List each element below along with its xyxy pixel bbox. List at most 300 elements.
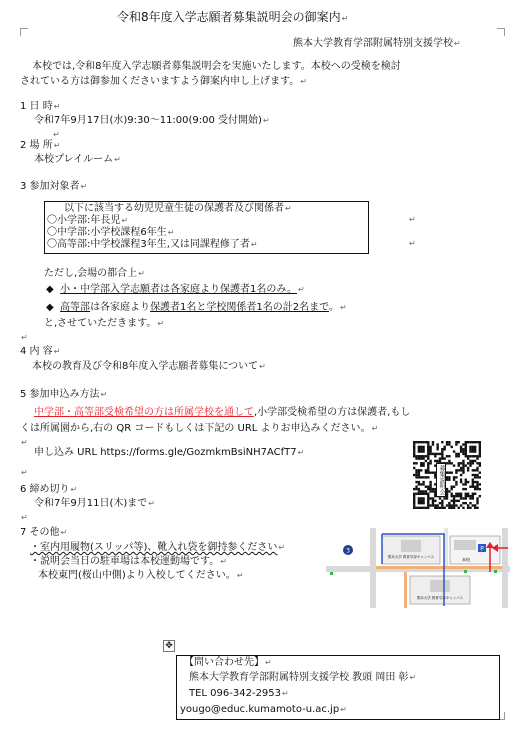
qr-module <box>469 497 471 499</box>
qr-module <box>479 455 481 457</box>
qr-module <box>462 448 464 450</box>
qr-module <box>446 490 448 492</box>
qr-module <box>448 504 450 506</box>
qr-module <box>418 469 420 471</box>
qr-module <box>455 495 457 497</box>
qr-module <box>413 443 415 445</box>
qr-module <box>415 457 417 459</box>
qr-module <box>476 441 478 443</box>
qr-module <box>427 457 429 459</box>
qr-module <box>422 490 424 492</box>
qr-module <box>462 488 464 490</box>
qr-module <box>469 455 471 457</box>
qr-module <box>462 460 464 462</box>
qr-module <box>465 479 467 481</box>
qr-module <box>476 507 478 509</box>
qr-module <box>467 493 469 495</box>
qr-module <box>479 488 481 490</box>
qr-module <box>476 457 478 459</box>
qr-module <box>455 493 457 495</box>
qr-module <box>474 448 476 450</box>
qr-module <box>418 493 420 495</box>
qr-module <box>472 474 474 476</box>
qr-module <box>415 469 417 471</box>
qr-module <box>479 462 481 464</box>
qr-module <box>441 453 443 455</box>
qr-module <box>455 500 457 502</box>
qr-module <box>429 483 431 485</box>
qr-module <box>455 471 457 473</box>
qr-module <box>458 507 460 509</box>
qr-module <box>422 450 424 452</box>
target-box-line-2: 〇小学部:年長児↵ <box>47 215 129 226</box>
qr-module <box>436 446 438 448</box>
qr-module <box>460 497 462 499</box>
qr-module <box>446 504 448 506</box>
qr-module <box>453 497 455 499</box>
qr-module <box>413 504 415 506</box>
qr-module <box>460 446 462 448</box>
qr-module <box>425 486 427 488</box>
qr-module <box>425 493 427 495</box>
qr-module <box>422 455 424 457</box>
school-name: 熊本大学教育学部附属特別支援学校↵ <box>293 38 461 49</box>
qr-module <box>429 497 431 499</box>
qr-module <box>455 453 457 455</box>
paragraph-mark: ↵ <box>409 239 416 248</box>
qr-module <box>458 453 460 455</box>
page-title: 令和8年度入学志願者募集説明会の御案内↵ <box>117 10 349 24</box>
qr-module <box>465 483 467 485</box>
qr-module <box>472 460 474 462</box>
qr-module <box>446 488 448 490</box>
qr-module <box>479 483 481 485</box>
qr-module <box>455 504 457 506</box>
qr-module <box>476 488 478 490</box>
qr-module <box>432 488 434 490</box>
qr-module <box>427 462 429 464</box>
qr-module <box>415 462 417 464</box>
qr-module <box>427 497 429 499</box>
qr-module <box>479 471 481 473</box>
qr-module <box>439 507 441 509</box>
qr-module <box>469 446 471 448</box>
qr-module <box>422 497 424 499</box>
qr-module <box>413 488 415 490</box>
traffic-light-icon <box>494 570 497 573</box>
qr-module <box>443 507 445 509</box>
qr-module <box>469 486 471 488</box>
section-3-heading: 3 参加対象者↵ <box>20 181 88 192</box>
qr-module <box>413 467 415 469</box>
qr-module <box>474 450 476 452</box>
qr-module <box>448 502 450 504</box>
qr-module <box>455 455 457 457</box>
qr-module <box>427 486 429 488</box>
section-1-body: 令和7年9月17日(水)9:30～11:00(9:00 受付開始)↵ <box>34 115 270 126</box>
qr-module <box>460 450 462 452</box>
qr-module <box>418 497 420 499</box>
qr-module <box>474 488 476 490</box>
qr-module <box>446 441 448 443</box>
qr-module <box>476 483 478 485</box>
qr-module <box>427 500 429 502</box>
qr-module <box>465 502 467 504</box>
qr-module <box>425 471 427 473</box>
qr-module <box>427 446 429 448</box>
qr-module <box>441 504 443 506</box>
qr-module <box>453 500 455 502</box>
qr-module <box>415 507 417 509</box>
qr-module <box>434 453 436 455</box>
qr-module <box>425 507 427 509</box>
section-7-heading: 7 その他↵ <box>20 527 68 538</box>
qr-module <box>455 481 457 483</box>
qr-module <box>429 448 431 450</box>
qr-module <box>476 497 478 499</box>
qr-module <box>425 455 427 457</box>
qr-module <box>420 502 422 504</box>
qr-module <box>413 497 415 499</box>
qr-module <box>453 495 455 497</box>
traffic-light-icon <box>464 570 467 573</box>
qr-module <box>429 450 431 452</box>
qr-module <box>432 504 434 506</box>
qr-module <box>427 464 429 466</box>
qr-module <box>432 471 434 473</box>
qr-module <box>453 486 455 488</box>
qr-module <box>474 455 476 457</box>
qr-module <box>436 443 438 445</box>
qr-module <box>429 462 431 464</box>
section-5-line-1: 中学部・高等部受検希望の方は所属学校を通して,小学部受検希望の方は保護者,もし <box>34 407 411 418</box>
qr-module <box>458 462 460 464</box>
qr-module <box>429 471 431 473</box>
qr-module <box>420 469 422 471</box>
qr-module <box>469 507 471 509</box>
qr-module <box>432 441 434 443</box>
qr-module <box>474 446 476 448</box>
qr-module <box>436 460 438 462</box>
qr-module <box>418 483 420 485</box>
qr-module <box>439 502 441 504</box>
qr-module <box>413 500 415 502</box>
qr-module <box>441 500 443 502</box>
qr-module <box>413 462 415 464</box>
qr-module <box>460 448 462 450</box>
qr-module <box>455 443 457 445</box>
target-box-line-3: 〇中学部:小学校課程6年生↵ <box>47 227 175 238</box>
qr-module <box>429 453 431 455</box>
qr-module <box>476 481 478 483</box>
qr-module <box>415 474 417 476</box>
building-icon <box>401 540 421 552</box>
qr-module <box>472 479 474 481</box>
qr-module <box>422 464 424 466</box>
qr-module <box>472 455 474 457</box>
qr-module <box>422 457 424 459</box>
qr-module <box>448 490 450 492</box>
qr-module <box>429 490 431 492</box>
qr-module <box>420 507 422 509</box>
section-7-item-3: 本校東門(桜山中側)より入校してください。↵ <box>38 570 244 581</box>
qr-module <box>413 493 415 495</box>
contact-name: 熊本大学教育学部附属特別支援学校 教頭 岡田 彰↵ <box>189 672 417 683</box>
qr-module <box>453 476 455 478</box>
qr-module <box>413 446 415 448</box>
qr-module <box>446 476 448 478</box>
qr-module <box>427 504 429 506</box>
qr-module <box>434 500 436 502</box>
qr-module <box>418 471 420 473</box>
margin-corner <box>497 28 505 36</box>
qr-module <box>432 490 434 492</box>
qr-module <box>458 455 460 457</box>
map-highlight-road <box>404 572 407 608</box>
qr-module <box>418 446 420 448</box>
qr-module <box>465 450 467 452</box>
qr-module <box>422 493 424 495</box>
section-4-body: 本校の教育及び令和8年度入学志願者募集について↵ <box>32 361 266 372</box>
qr-module <box>453 502 455 504</box>
qr-module <box>427 495 429 497</box>
qr-module <box>439 460 441 462</box>
qr-module <box>429 481 431 483</box>
qr-module <box>465 481 467 483</box>
qr-module <box>472 495 474 497</box>
qr-module <box>413 474 415 476</box>
qr-module <box>476 469 478 471</box>
qr-module <box>422 502 424 504</box>
qr-module <box>420 462 422 464</box>
qr-module <box>467 507 469 509</box>
qr-module <box>413 441 415 443</box>
qr-module <box>465 464 467 466</box>
qr-module <box>413 453 415 455</box>
qr-module <box>451 495 453 497</box>
qr-module <box>465 455 467 457</box>
qr-module <box>474 493 476 495</box>
qr-module <box>474 460 476 462</box>
qr-module <box>448 460 450 462</box>
qr-module <box>420 455 422 457</box>
qr-module <box>425 469 427 471</box>
section-4-heading: 4 内 容↵ <box>20 346 61 357</box>
qr-module <box>441 448 443 450</box>
paragraph-mark: ↵ <box>21 513 28 522</box>
qr-module <box>460 467 462 469</box>
contact-email[interactable]: yougo@educ.kumamoto-u.ac.jp↵ <box>180 704 347 715</box>
qr-module <box>467 455 469 457</box>
qr-module <box>420 457 422 459</box>
qr-module <box>420 493 422 495</box>
qr-module <box>462 469 464 471</box>
qr-module <box>448 455 450 457</box>
section-3-note: ただし,会場の都合上↵ <box>44 268 145 279</box>
signup-url[interactable]: 申し込み URL https://forms.gle/GozmkmBsiNH7ACfT7↵ <box>34 447 305 458</box>
qr-module <box>420 483 422 485</box>
margin-corner <box>20 28 28 36</box>
qr-module <box>422 507 424 509</box>
qr-module <box>462 453 464 455</box>
qr-module <box>474 504 476 506</box>
qr-module <box>427 502 429 504</box>
qr-module <box>420 500 422 502</box>
qr-module <box>472 441 474 443</box>
qr-module <box>413 502 415 504</box>
qr-module <box>453 507 455 509</box>
qr-module <box>479 495 481 497</box>
qr-module <box>451 507 453 509</box>
paragraph-mark: ↵ <box>409 215 416 224</box>
qr-module <box>467 441 469 443</box>
qr-module <box>462 471 464 473</box>
qr-code-image <box>413 441 481 509</box>
qr-module <box>446 462 448 464</box>
qr-module <box>420 464 422 466</box>
qr-module <box>476 500 478 502</box>
qr-module <box>465 441 467 443</box>
qr-module <box>413 455 415 457</box>
qr-module <box>479 453 481 455</box>
qr-module <box>420 490 422 492</box>
qr-module <box>479 450 481 452</box>
target-box-line-4: 〇高等部:中学校課程3年生,又は同課程修了者↵ <box>47 239 258 250</box>
qr-module <box>467 467 469 469</box>
section-3-bullet-1: ◆ 小・中学部入学志願者は各家庭より保護者1名のみ。↵ <box>46 284 305 295</box>
qr-module <box>425 476 427 478</box>
qr-module <box>476 467 478 469</box>
qr-module <box>467 481 469 483</box>
qr-module <box>427 441 429 443</box>
qr-module <box>427 476 429 478</box>
qr-module <box>446 495 448 497</box>
qr-module <box>465 448 467 450</box>
qr-module <box>458 464 460 466</box>
qr-module <box>469 450 471 452</box>
qr-module <box>451 471 453 473</box>
qr-module <box>469 441 471 443</box>
qr-module <box>465 495 467 497</box>
qr-module <box>434 455 436 457</box>
qr-module <box>462 497 464 499</box>
qr-module <box>469 495 471 497</box>
qr-module <box>441 455 443 457</box>
qr-module <box>458 441 460 443</box>
qr-module <box>415 481 417 483</box>
campus-bottom-label: 熊本大学 教育学部キャンパス <box>416 596 464 600</box>
qr-module <box>460 493 462 495</box>
qr-module <box>422 446 424 448</box>
qr-module <box>434 504 436 506</box>
qr-module <box>474 441 476 443</box>
qr-module <box>474 507 476 509</box>
qr-module <box>455 441 457 443</box>
contact-tel: TEL 096-342-2953↵ <box>189 688 289 699</box>
qr-module <box>469 448 471 450</box>
move-handle-icon[interactable]: ✥ <box>163 640 175 652</box>
qr-module <box>422 441 424 443</box>
qr-caption: 募集説明会 <box>438 465 445 495</box>
qr-module <box>472 483 474 485</box>
qr-module <box>476 486 478 488</box>
qr-module <box>436 507 438 509</box>
qr-module <box>476 476 478 478</box>
qr-module <box>465 497 467 499</box>
qr-module <box>427 493 429 495</box>
qr-module <box>413 495 415 497</box>
qr-module <box>446 455 448 457</box>
contact-heading: 【問い合わせ先】↵ <box>184 657 272 668</box>
qr-module <box>469 462 471 464</box>
qr-module <box>472 481 474 483</box>
qr-module <box>451 504 453 506</box>
traffic-light-icon <box>330 572 333 575</box>
qr-module <box>418 455 420 457</box>
qr-module <box>472 462 474 464</box>
qr-module <box>427 467 429 469</box>
campus-top-label: 熊本大学 教育学部キャンパス <box>387 555 435 559</box>
qr-module <box>465 488 467 490</box>
qr-module <box>448 471 450 473</box>
qr-module <box>472 486 474 488</box>
qr-module <box>415 488 417 490</box>
qr-module <box>458 495 460 497</box>
building-icon <box>454 540 476 550</box>
qr-module <box>441 457 443 459</box>
qr-module <box>420 450 422 452</box>
qr-module <box>455 483 457 485</box>
section-3-closing: と,させていただきます。↵ <box>44 318 165 329</box>
map-highlight-road <box>376 566 502 569</box>
qr-module <box>462 483 464 485</box>
qr-module <box>467 495 469 497</box>
qr-module <box>418 488 420 490</box>
qr-module <box>448 441 450 443</box>
qr-module <box>451 446 453 448</box>
section-6-heading: 6 締め切り↵ <box>20 484 78 495</box>
qr-module <box>439 497 441 499</box>
qr-module <box>462 462 464 464</box>
qr-module <box>455 469 457 471</box>
qr-module <box>427 453 429 455</box>
qr-module <box>415 471 417 473</box>
qr-module <box>422 481 424 483</box>
target-box-line-1: 以下に該当する幼児児童生徒の保護者及び関係者↵ <box>64 203 292 214</box>
qr-module <box>460 462 462 464</box>
qr-module <box>422 462 424 464</box>
qr-module <box>422 500 424 502</box>
school-label: 本校 <box>462 557 470 562</box>
qr-module <box>420 448 422 450</box>
qr-module <box>418 441 420 443</box>
qr-module <box>465 493 467 495</box>
qr-module <box>462 467 464 469</box>
qr-module <box>443 446 445 448</box>
qr-module <box>460 495 462 497</box>
qr-module <box>476 502 478 504</box>
section-2-heading: 2 場 所↵ <box>20 140 61 151</box>
qr-module <box>434 507 436 509</box>
qr-module <box>429 460 431 462</box>
qr-module <box>460 479 462 481</box>
qr-module <box>474 476 476 478</box>
qr-module <box>453 464 455 466</box>
intro-line-2: されている方は御参加くださいますよう御案内申し上げます。↵ <box>20 76 307 87</box>
paragraph-mark: ↵ <box>53 130 60 139</box>
qr-module <box>422 483 424 485</box>
qr-module <box>479 448 481 450</box>
